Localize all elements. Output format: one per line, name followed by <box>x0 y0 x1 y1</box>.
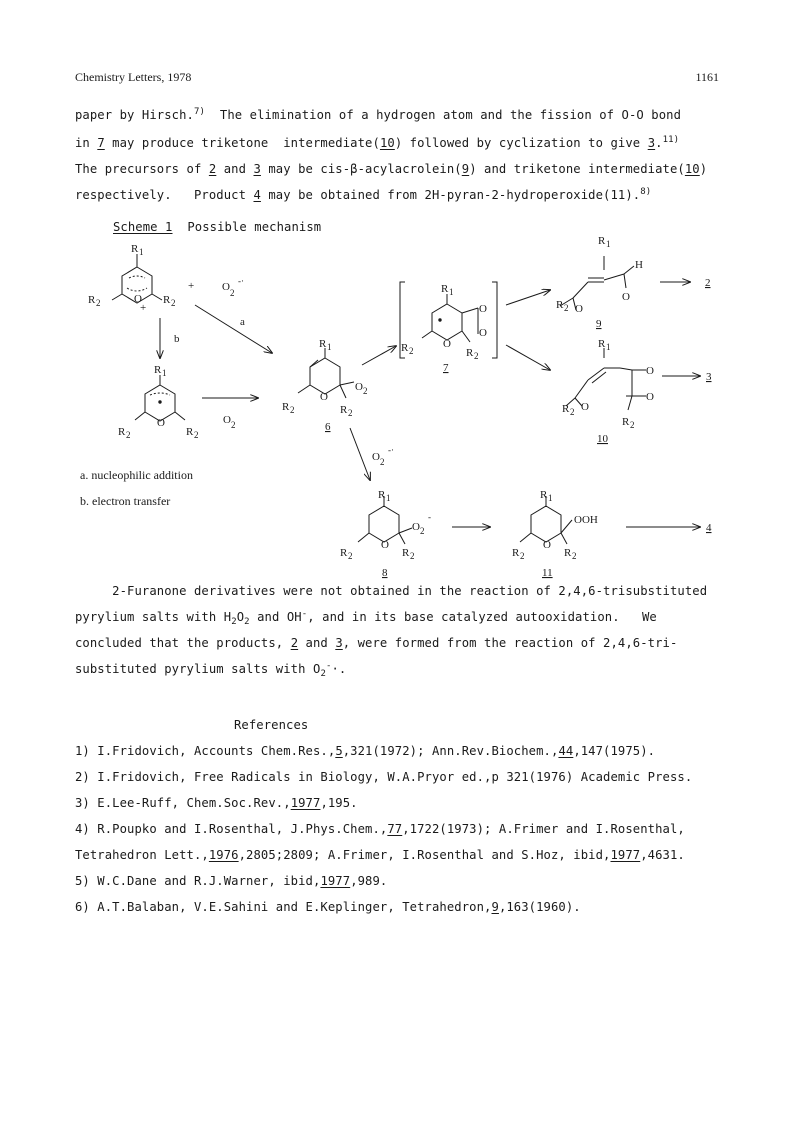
text-line: in 7 may produce triketone intermediate(10) followed by cyclization to give 3.$^{11)}$ <box>75 135 680 150</box>
acylacrolein-9 <box>556 235 643 330</box>
svg-text:2: 2 <box>572 551 577 561</box>
arrow-to-9 <box>506 290 550 305</box>
svg-text:O: O <box>320 391 328 403</box>
svg-text:1: 1 <box>327 342 332 352</box>
svg-text:R: R <box>402 547 410 559</box>
text-line: paper by Hirsch.$^{7)}$ The elimination of a hydrogen atom and the fission of O-O bond <box>75 107 682 122</box>
svg-text:2: 2 <box>380 457 385 467</box>
svg-text:O: O <box>134 293 142 305</box>
svg-text:11: 11 <box>542 567 553 579</box>
svg-text:2: 2 <box>348 551 353 561</box>
triketone-intermediate-10 <box>562 338 654 445</box>
svg-text:O: O <box>479 327 487 339</box>
svg-text:O: O <box>443 338 451 350</box>
svg-text:2: 2 <box>96 298 101 308</box>
svg-text:R: R <box>163 294 171 306</box>
svg-text:1: 1 <box>139 247 144 257</box>
svg-text:H: H <box>635 259 643 271</box>
reference-item: 5) W.C.Dane and R.J.Warner, ibid,1977,989. <box>75 874 388 888</box>
svg-text:2: 2 <box>231 420 236 430</box>
peroxide-anion-8 <box>340 489 431 579</box>
reference-item: 1) I.Fridovich, Accounts Chem.Res.,5,321(1972); Ann.Rev.Biochem.,44,147(1975). <box>75 744 656 758</box>
journal-name: Chemistry Letters, 1978 <box>75 70 192 84</box>
legend-b: b. electron transfer <box>80 494 171 508</box>
svg-text:O: O <box>543 539 551 551</box>
svg-text:9: 9 <box>596 318 602 330</box>
svg-text:a: a <box>240 316 245 328</box>
svg-text:R: R <box>562 403 570 415</box>
pyranyl-radical <box>118 364 199 440</box>
svg-text:6: 6 <box>325 421 331 433</box>
svg-text:1: 1 <box>606 239 611 249</box>
arrow-to-7 <box>362 346 396 365</box>
text-line: substituted pyrylium salts with $O_2^-\cdot$. <box>75 661 347 679</box>
svg-text:R: R <box>118 426 126 438</box>
svg-text:O: O <box>223 414 231 426</box>
svg-text:3: 3 <box>706 371 712 383</box>
svg-text:1: 1 <box>449 287 454 297</box>
svg-text:2: 2 <box>194 430 199 440</box>
svg-text:1: 1 <box>548 493 553 503</box>
endoperoxide-intermediate-7 <box>400 282 497 374</box>
svg-text:7: 7 <box>443 362 449 374</box>
svg-text:O: O <box>479 303 487 315</box>
svg-text:2: 2 <box>630 420 635 430</box>
svg-text:2: 2 <box>420 526 425 536</box>
svg-text:R: R <box>598 338 606 350</box>
reference-item: Tetrahedron Lett.,1976,2805;2809; A.Frimer, I.Rosenthal and S.Hoz, ibid,1977,4631. <box>75 848 685 862</box>
arrow-to-10 <box>506 345 550 370</box>
svg-text:-: - <box>428 512 431 522</box>
svg-text:R: R <box>340 547 348 559</box>
svg-text:2: 2 <box>126 430 131 440</box>
svg-text:b: b <box>174 333 180 345</box>
svg-text:R: R <box>556 299 564 311</box>
svg-text:O: O <box>622 291 630 303</box>
arrow-a <box>195 305 272 353</box>
reaction-scheme <box>0 230 793 590</box>
svg-text:O: O <box>381 539 389 551</box>
reference-item: 3) E.Lee-Ruff, Chem.Soc.Rev.,1977,195. <box>75 796 358 810</box>
svg-text:R: R <box>319 338 327 350</box>
svg-text:O: O <box>372 451 380 463</box>
legend-a: a. nucleophilic addition <box>80 468 193 482</box>
svg-text:R: R <box>88 294 96 306</box>
svg-text:R: R <box>154 364 162 376</box>
svg-text:R: R <box>186 426 194 438</box>
text-line: 2-Furanone derivatives were not obtained in the reaction of 2,4,6-trisubstituted <box>75 584 708 598</box>
text-line: pyrylium salts with $H_2O_2$ and OH-, and in its base catalyzed autooxidation. We <box>75 609 657 627</box>
superoxide-reactant <box>222 276 244 298</box>
svg-text:R: R <box>598 235 606 247</box>
svg-text:-·: -· <box>388 445 394 455</box>
svg-text:R: R <box>540 489 548 501</box>
svg-text:2: 2 <box>171 298 176 308</box>
svg-text:R: R <box>282 401 290 413</box>
text-line: concluded that the products, 2 and 3, were formed from the reaction of 2,4,6-tri- <box>75 636 678 650</box>
svg-text:2: 2 <box>705 277 711 289</box>
svg-text:2: 2 <box>570 407 575 417</box>
svg-text:2: 2 <box>410 551 415 561</box>
svg-text:O: O <box>412 521 420 533</box>
svg-text:-·: -· <box>238 276 244 286</box>
svg-text:4: 4 <box>706 522 712 534</box>
plus-sign: + <box>188 280 195 292</box>
reference-item: 6) A.T.Balaban, V.E.Sahini and E.Keplinger, Tetrahedron,9,163(1960). <box>75 900 581 914</box>
reference-item: 2) I.Fridovich, Free Radicals in Biology, W.A.Pryor ed.,p 321(1976) Academic Press. <box>75 770 693 784</box>
svg-text:2: 2 <box>363 386 368 396</box>
svg-text:+: + <box>140 302 147 314</box>
svg-text:R: R <box>378 489 386 501</box>
svg-text:1: 1 <box>162 368 167 378</box>
peroxyl-radical-6 <box>282 338 368 433</box>
text-line: The precursors of 2 and 3 may be cis-β-acylacrolein(9) and triketone intermediate(10) <box>75 162 708 176</box>
scheme-title: Scheme 1 Possible mechanism <box>113 220 322 234</box>
svg-text:2: 2 <box>520 551 525 561</box>
svg-text:O: O <box>581 401 589 413</box>
svg-text:OOH: OOH <box>574 514 598 526</box>
svg-text:O: O <box>646 391 654 403</box>
svg-text:O: O <box>355 381 363 393</box>
svg-text:R: R <box>622 416 630 428</box>
svg-text:2: 2 <box>474 351 479 361</box>
arrow-superoxide <box>350 428 370 480</box>
svg-text:1: 1 <box>606 342 611 352</box>
references-heading: References <box>234 718 309 732</box>
svg-text:2: 2 <box>564 303 569 313</box>
svg-text:R: R <box>340 404 348 416</box>
svg-text:2: 2 <box>290 405 295 415</box>
svg-text:2: 2 <box>348 408 353 418</box>
svg-text:R: R <box>131 243 139 255</box>
svg-text:R: R <box>564 547 572 559</box>
svg-text:10: 10 <box>597 433 608 445</box>
svg-text:R: R <box>466 347 474 359</box>
svg-text:8: 8 <box>382 567 388 579</box>
svg-text:2: 2 <box>230 288 235 298</box>
svg-text:2: 2 <box>409 346 414 356</box>
svg-text:O: O <box>222 281 230 293</box>
pyrylium-cation <box>88 243 176 314</box>
page-number: 1161 <box>695 70 719 84</box>
svg-text:1: 1 <box>386 493 391 503</box>
text-line: respectively. Product 4 may be obtained from 2H-pyran-2-hydroperoxide(11).$^{8)}$ <box>75 187 652 202</box>
svg-text:R: R <box>512 547 520 559</box>
svg-text:R: R <box>441 283 449 295</box>
svg-text:O: O <box>646 365 654 377</box>
svg-text:O: O <box>157 417 165 429</box>
reference-item: 4) R.Poupko and I.Rosenthal, J.Phys.Chem.,77,1722(1973); A.Frimer and I.Rosenthal, <box>75 822 685 836</box>
svg-text:O: O <box>575 303 583 315</box>
svg-text:R: R <box>401 342 409 354</box>
hydroperoxide-11 <box>512 489 598 579</box>
